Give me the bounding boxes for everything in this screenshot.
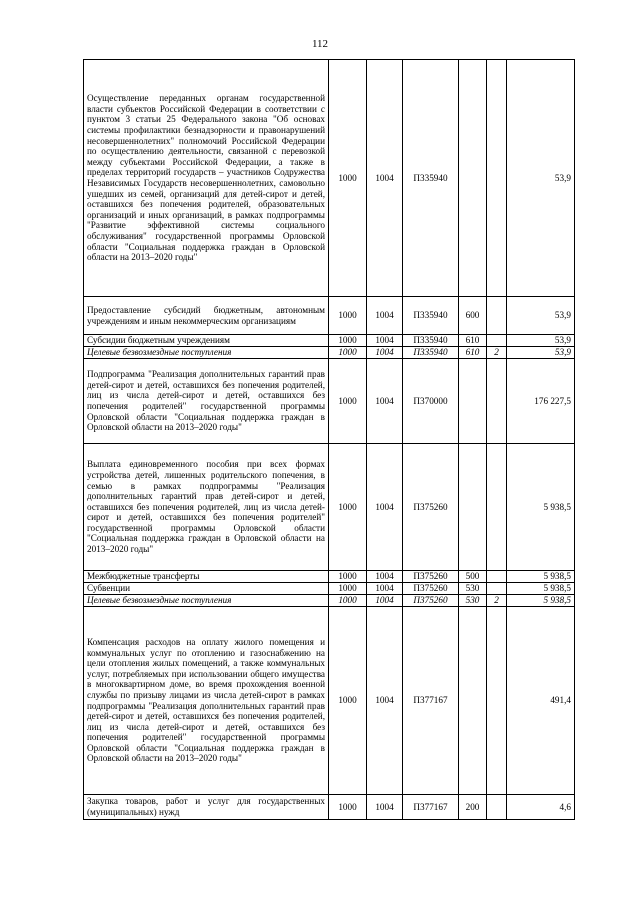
table-row	[84, 607, 575, 795]
table-row	[84, 571, 575, 583]
expense-type-code: 500	[459, 571, 487, 583]
expense-type-code	[459, 359, 487, 444]
row-description: Компенсация расходов на оплату жилого помещения и коммунальных услуг по отоплению и газоснабжению на цели отопления жилых помещений, а также коммунальных услуг, потребляемых при использовании общего имущества в многоквартирном доме, во время прохождения военной службы по призыву лицами из числа детей-сирот в рамках подпрограммы "Реализация дополнительных гарантий прав детей-сирот и детей, оставшихся без попечения родителей, лиц из числа детей-сирот и детей, оставшихся без попечения родителей" государственной программы Орловской области "Социальная поддержка граждан в Орловской области на 2013–2020 годы"	[84, 607, 329, 795]
target-item-code: П375260	[403, 444, 459, 571]
section-code: 1004	[367, 444, 403, 571]
expense-type-code: 530	[459, 595, 487, 607]
funding-source-code	[487, 571, 507, 583]
ministry-code: 1000	[329, 359, 367, 444]
row-description: Межбюджетные трансферты	[84, 571, 329, 583]
target-item-code: П375260	[403, 595, 459, 607]
ministry-code: 1000	[329, 607, 367, 795]
table-row	[84, 595, 575, 607]
amount: 5 938,5	[507, 595, 575, 607]
target-item-code: П370000	[403, 359, 459, 444]
ministry-code: 1000	[329, 571, 367, 583]
funding-source-code: 2	[487, 347, 507, 359]
ministry-code: 1000	[329, 60, 367, 297]
funding-source-code	[487, 335, 507, 347]
amount: 5 938,5	[507, 583, 575, 595]
ministry-code: 1000	[329, 795, 367, 820]
row-description: Подпрограмма "Реализация дополнительных гарантий прав детей-сирот и детей, оставшихся без попечения родителей, лиц из числа детей-сирот и детей, оставшихся без попечения родителей" государственной программы Орловской области "Социальная поддержка граждан в Орловской области на 2013–2020 годы"	[84, 359, 329, 444]
section-code: 1004	[367, 795, 403, 820]
row-description: Целевые безвозмездные поступления	[84, 347, 329, 359]
ministry-code: 1000	[329, 595, 367, 607]
amount: 5 938,5	[507, 444, 575, 571]
row-description: Закупка товаров, работ и услуг для государственных (муниципальных) нужд	[84, 795, 329, 820]
table-row	[84, 444, 575, 571]
page-number: 112	[311, 38, 329, 50]
section-code: 1004	[367, 595, 403, 607]
expense-type-code: 530	[459, 583, 487, 595]
ministry-code: 1000	[329, 335, 367, 347]
target-item-code: П335940	[403, 335, 459, 347]
expense-type-code: 610	[459, 347, 487, 359]
target-item-code: П377167	[403, 795, 459, 820]
amount: 53,9	[507, 347, 575, 359]
funding-source-code	[487, 60, 507, 297]
funding-source-code	[487, 359, 507, 444]
amount: 176 227,5	[507, 359, 575, 444]
funding-source-code	[487, 444, 507, 571]
ministry-code: 1000	[329, 444, 367, 571]
row-description: Выплата единовременного пособия при всех формах устройства детей, лишенных родительского попечения, в семью в рамках подпрограммы "Реализация дополнительных гарантий прав детей-сирот и детей, оставшихся без попечения родителей, лиц из числа детей-сирот и детей, оставшихся без попечения родителей" государственной программы Орловской области "Социальная поддержка граждан в Орловской области на 2013–2020 годы"	[84, 444, 329, 571]
expense-type-code	[459, 60, 487, 297]
target-item-code: П335940	[403, 297, 459, 335]
target-item-code: П377167	[403, 607, 459, 795]
amount: 491,4	[507, 607, 575, 795]
target-item-code: П335940	[403, 347, 459, 359]
expense-type-code	[459, 444, 487, 571]
funding-source-code	[487, 795, 507, 820]
expense-type-code: 600	[459, 297, 487, 335]
table-row	[84, 583, 575, 595]
budget-table	[83, 59, 575, 820]
section-code: 1004	[367, 571, 403, 583]
amount: 5 938,5	[507, 571, 575, 583]
section-code: 1004	[367, 607, 403, 795]
funding-source-code	[487, 583, 507, 595]
table-row	[84, 347, 575, 359]
expense-type-code	[459, 607, 487, 795]
row-description: Предоставление субсидий бюджетным, автономным учреждениям и иным некоммерческим организациям	[84, 297, 329, 335]
target-item-code: П375260	[403, 571, 459, 583]
amount: 53,9	[507, 297, 575, 335]
table-row	[84, 297, 575, 335]
funding-source-code	[487, 607, 507, 795]
section-code: 1004	[367, 335, 403, 347]
expense-type-code: 200	[459, 795, 487, 820]
section-code: 1004	[367, 297, 403, 335]
amount: 53,9	[507, 60, 575, 297]
row-description: Субвенции	[84, 583, 329, 595]
amount: 53,9	[507, 335, 575, 347]
target-item-code: П375260	[403, 583, 459, 595]
section-code: 1004	[367, 583, 403, 595]
ministry-code: 1000	[329, 297, 367, 335]
section-code: 1004	[367, 359, 403, 444]
table-row	[84, 359, 575, 444]
row-description: Субсидии бюджетным учреждениям	[84, 335, 329, 347]
table-row	[84, 795, 575, 820]
section-code: 1004	[367, 60, 403, 297]
row-description: Целевые безвозмездные поступления	[84, 595, 329, 607]
table-row	[84, 60, 575, 297]
expense-type-code: 610	[459, 335, 487, 347]
row-description: Осуществление переданных органам государственной власти субъектов Российской Федерации в соответствии с пунктом 3 статьи 25 Федерального закона "Об основах системы профилактики безнадзорности и правонарушений несовершеннолетних" полномочий Российской Федерации по осуществлению деятельности, связанной с перевозкой между субъектами Российской Федерации, а также в пределах территорий государств – участников Содружества Независимых Государств несовершеннолетних, самовольно ушедших из семей, организаций для детей-сирот и детей, оставшихся без попечения родителей, образовательных организаций и иных организаций, в рамках подпрограммы "Развитие эффективной системы социального обслуживания" государственной программы Орловской области "Социальная поддержка граждан в Орловской области на 2013–2020 годы"	[84, 60, 329, 297]
target-item-code: П335940	[403, 60, 459, 297]
ministry-code: 1000	[329, 583, 367, 595]
funding-source-code	[487, 297, 507, 335]
table-row	[84, 335, 575, 347]
section-code: 1004	[367, 347, 403, 359]
ministry-code: 1000	[329, 347, 367, 359]
amount: 4,6	[507, 795, 575, 820]
funding-source-code: 2	[487, 595, 507, 607]
